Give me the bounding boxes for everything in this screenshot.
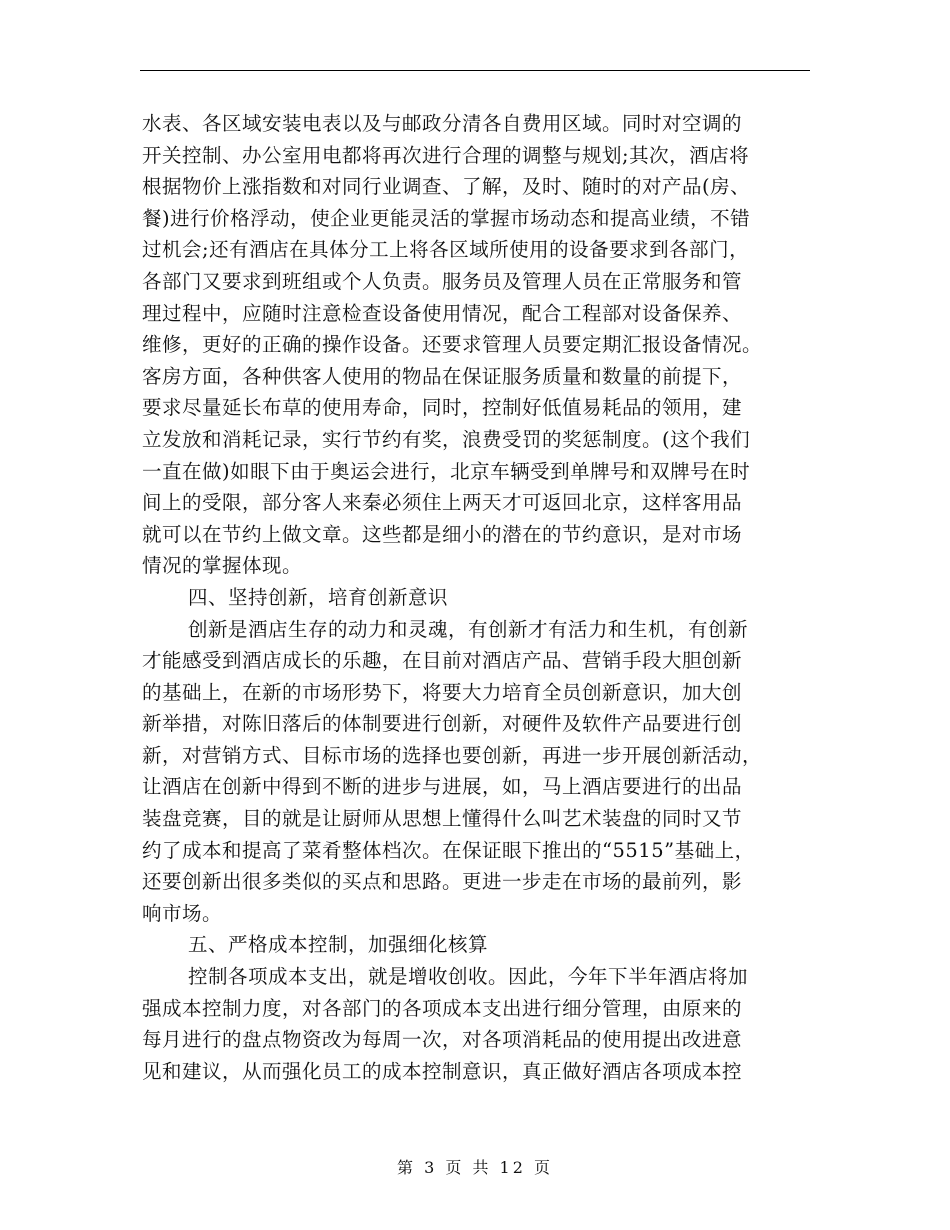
- text-line: 每月进行的盘点物资改为每周一次，对各项消耗品的使用提出改进意: [142, 1028, 743, 1052]
- page-number: 第 3 页 共 12 页: [397, 1158, 553, 1177]
- document-body: [142, 108, 812, 1087]
- text-line: 控制各项成本支出，就是增收创收。因此，今年下半年酒店将加: [188, 965, 749, 989]
- text-line: 强成本控制力度，对各部门的各项成本支出进行细分管理，由原来的: [142, 996, 743, 1020]
- text-line: 餐)进行价格浮动，使企业更能灵活的掌握市场动态和提高业绩，不错: [142, 206, 751, 230]
- section-heading: 五、严格成本控制，加强细化核算: [188, 933, 489, 957]
- text-line: 理过程中，应随时注意检查设备使用情况，配合工程部对设备保养、: [142, 301, 743, 325]
- text-line: 立发放和消耗记录，实行节约有奖，浪费受罚的奖惩制度。(这个我们: [142, 427, 751, 451]
- text-line: 新，对营销方式、目标市场的选择也要创新，再进一步开展创新活动，: [142, 743, 763, 767]
- text-line: 约了成本和提高了菜肴整体档次。在保证眼下推出的“5515”基础上，: [142, 838, 755, 862]
- text-line: 新举措，对陈旧落后的体制要进行创新，对硬件及软件产品要进行创: [142, 712, 743, 736]
- text-line: 过机会;还有酒店在具体分工上将各区域所使用的设备要求到各部门，: [142, 238, 750, 262]
- text-line: 各部门又要求到班组或个人负责。服务员及管理人员在正常服务和管: [142, 269, 743, 293]
- text-line: 还要创新出很多类似的买点和思路。更进一步走在市场的最前列，影: [142, 870, 743, 894]
- text-line: 让酒店在创新中得到不断的进步与进展，如，马上酒店要进行的出品: [142, 775, 743, 799]
- header-rule: [140, 70, 810, 71]
- text-line: 才能感受到酒店成长的乐趣，在目前对酒店产品、营销手段大胆创新: [142, 649, 743, 673]
- text-line: 间上的受限，部分客人来秦必须住上两天才可返回北京，这样客用品: [142, 491, 743, 515]
- text-line: 就可以在节约上做文章。这些都是细小的潜在的节约意识，是对市场: [142, 522, 743, 546]
- text-line: 响市场。: [142, 901, 223, 925]
- text-line: 维修，更好的正确的操作设备。还要求管理人员要定期汇报设备情况。: [142, 333, 763, 357]
- text-line: 开关控制、办公室用电都将再次进行合理的调整与规划;其次，酒店将: [142, 143, 750, 167]
- text-line: 创新是酒店生存的动力和灵魂，有创新才有活力和生机，有创新: [188, 617, 749, 641]
- section-heading: 四、坚持创新，培育创新意识: [188, 585, 449, 609]
- text-line: 情况的掌握体现。: [142, 554, 303, 578]
- text-line: 见和建议，从而强化员工的成本控制意识，真正做好酒店各项成本控: [142, 1059, 743, 1083]
- text-line: 客房方面，各种供客人使用的物品在保证服务质量和数量的前提下，: [142, 364, 743, 388]
- text-line: 要求尽量延长布草的使用寿命，同时，控制好低值易耗品的领用，建: [142, 396, 743, 420]
- text-line: 一直在做)如眼下由于奥运会进行，北京车辆受到单牌号和双牌号在时: [142, 459, 751, 483]
- text-line: 根据物价上涨指数和对同行业调查、了解，及时、随时的对产品(房、: [142, 175, 751, 199]
- text-line: 装盘竞赛，目的就是让厨师从思想上懂得什么叫艺术装盘的同时又节: [142, 807, 743, 831]
- text-line: 水表、各区域安装电表以及与邮政分清各自费用区域。同时对空调的: [142, 112, 743, 135]
- text-line: 的基础上，在新的市场形势下，将要大力培育全员创新意识，加大创: [142, 680, 743, 704]
